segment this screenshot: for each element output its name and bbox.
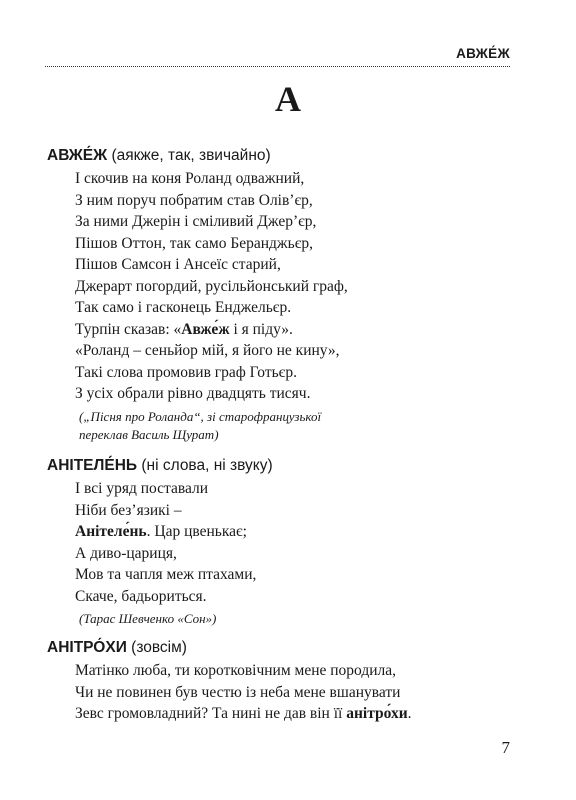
source-citation	[47, 408, 517, 444]
headword-line	[47, 638, 517, 658]
source-citation	[47, 610, 517, 628]
verse-block	[47, 660, 517, 725]
headword: АНІТЕЛЕ́НЬ	[47, 457, 138, 474]
verse-text: А диво-цариця,	[75, 544, 177, 562]
verse-text: Пішов Оттон, так само Беранджьєр,	[75, 234, 313, 252]
verse-line	[75, 276, 517, 298]
gloss: (ні слова, ні звуку)	[141, 457, 273, 474]
page-number: 7	[501, 738, 510, 757]
headword-line	[47, 146, 517, 166]
verse-line	[75, 319, 517, 341]
verse-line	[75, 383, 517, 405]
headword: АНІТРО́ХИ	[47, 639, 127, 656]
verse-text: Зевс громовладний? Та нині не дав він її	[75, 705, 347, 722]
verse-text: І всі уряд поставали	[75, 480, 209, 497]
headword: АВЖЕ́Ж	[47, 147, 108, 164]
verse-line	[75, 233, 517, 255]
verse-text: . Цар цвенькає;	[146, 523, 247, 540]
verse-text: Скаче, бадьориться.	[75, 587, 207, 605]
entry-anitelen	[47, 456, 517, 628]
verse-line	[75, 362, 517, 384]
source-line: („Пісня про Роланда“, зі старофранцузької	[79, 408, 322, 424]
entry-avzhezh	[47, 146, 517, 444]
verse-text: і я піду».	[229, 320, 293, 338]
source-line: переклав Василь Щурат)	[79, 426, 219, 442]
verse-line	[75, 564, 517, 586]
verse-line	[75, 168, 517, 190]
highlighted-word: анітро́хи	[346, 705, 408, 722]
verse-line	[75, 703, 517, 725]
source-line: (Тарас Шевченко «Сон»)	[79, 611, 217, 626]
verse-block	[47, 478, 517, 607]
verse-text: Так само і гасконець Енджельєр.	[75, 299, 292, 316]
verse-text: Пішов Самсон і Ансеїс старий,	[75, 256, 281, 273]
verse-text: Чи не повинен був честю із неба мене вшанувати	[75, 683, 401, 701]
verse-text: З усіх обрали рівно двадцять тисяч.	[75, 385, 311, 402]
verse-block	[47, 168, 517, 405]
verse-line	[75, 297, 517, 319]
verse-line	[75, 478, 517, 500]
verse-line	[75, 660, 517, 682]
verse-text: Такі слова промовив граф Готьєр.	[75, 363, 297, 381]
headword-line	[47, 456, 517, 476]
verse-line	[75, 586, 517, 608]
verse-text: З ним поруч побратим став Олів’єр,	[75, 191, 313, 209]
highlighted-word: Анітеле́нь	[75, 523, 147, 540]
gloss: (аякже, так, звичайно)	[111, 147, 271, 164]
verse-line	[75, 254, 517, 276]
verse-text: І скочив на коня Роланд одважний,	[75, 170, 305, 187]
verse-text: Ніби без’язикі –	[75, 501, 182, 519]
verse-text: Турпін сказав: «	[75, 320, 182, 338]
verse-text: Матінко люба, ти коротковічним мене породила,	[75, 662, 397, 679]
verse-line	[75, 190, 517, 212]
verse-text: Мов та чапля меж птахами,	[75, 566, 257, 583]
verse-line	[75, 521, 517, 543]
verse-line	[75, 500, 517, 522]
header-dotted-rule	[45, 66, 510, 67]
verse-line	[75, 211, 517, 233]
verse-line	[75, 543, 517, 565]
gloss: (зовсім)	[131, 639, 187, 656]
verse-line	[75, 682, 517, 704]
highlighted-word: Авже́ж	[181, 320, 230, 338]
verse-line	[75, 340, 517, 362]
entry-anitrokhy	[47, 638, 517, 725]
verse-text: .	[407, 705, 412, 722]
running-header-word: АВЖЕ́Ж	[456, 46, 510, 61]
section-letter: А	[275, 79, 301, 119]
verse-text: Джерарт погордий, русільйонський граф,	[75, 277, 348, 295]
verse-text: За ними Джерін і сміливий Джер’єр,	[75, 213, 317, 230]
verse-text: «Роланд – сеньйор мій, я його не кину»,	[75, 342, 340, 359]
